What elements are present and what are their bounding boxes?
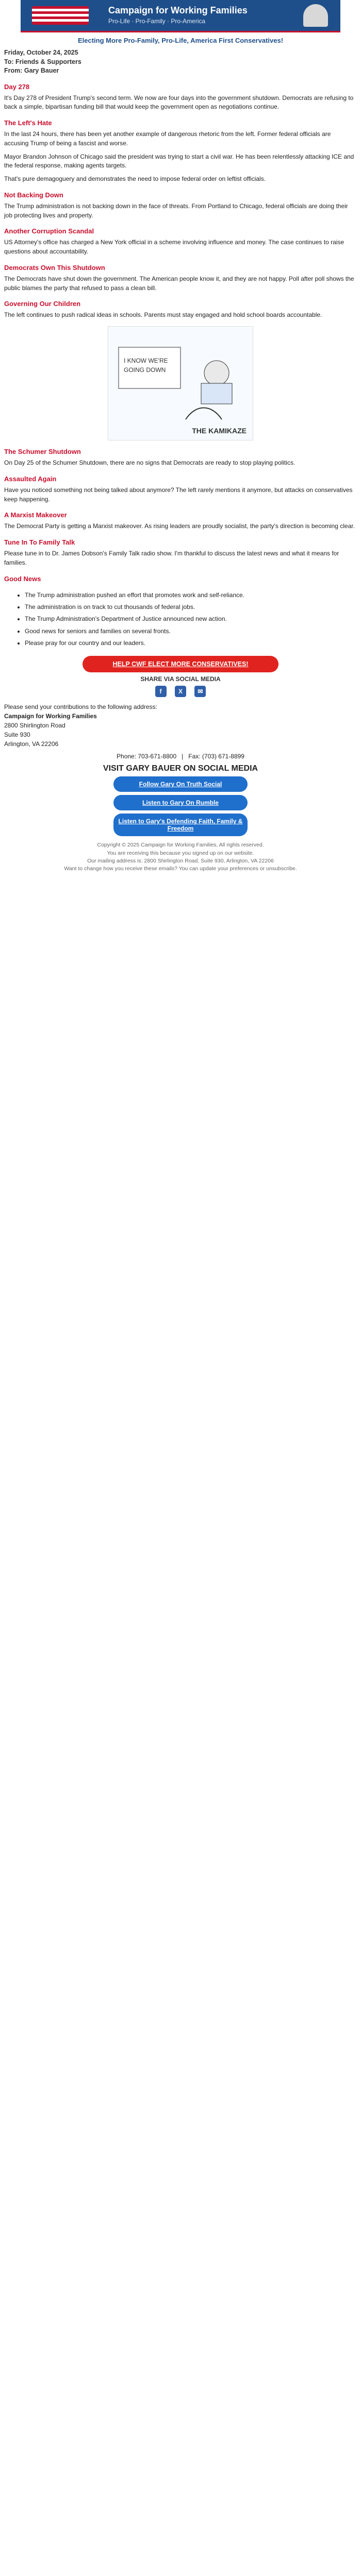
- section-title: The Schumer Shutdown: [4, 448, 81, 455]
- good-news-item: • The Trump administration pushed an effort that promotes work and self-reliance.: [25, 591, 357, 600]
- contact-addr2: Suite 930: [4, 731, 30, 739]
- section-para: Have you noticed something not being talked about anymore? The left rarely mentions it anymore, but attacks on conservatives keep happening.: [4, 486, 353, 503]
- visit-title: VISIT GARY BAUER ON SOCIAL MEDIA: [103, 764, 258, 773]
- section-para: In the last 24 hours, there has been yet another example of dangerous rhetoric from the left. Former federal officials are accusing Trump of being a fascist and worse.: [4, 130, 331, 147]
- contact-block: [4, 702, 357, 749]
- good-news-item: • The Trump Administration's Department of Justice announced new action.: [25, 615, 357, 623]
- section-corruption: [4, 227, 357, 257]
- tagline: Electing More Pro-Family, Pro-Life, America First Conservatives!: [77, 37, 284, 44]
- flag-graphic: [32, 6, 89, 25]
- section-good-news: [4, 575, 357, 648]
- to-line: To: Friends & Supporters: [4, 58, 81, 65]
- contact-org: Campaign for Working Families: [4, 713, 97, 720]
- facebook-icon[interactable]: f: [155, 686, 167, 697]
- x-icon[interactable]: X: [175, 686, 186, 697]
- section-para: The Democrat Party is getting a Marxist makeover. As rising leaders are proudly socialist, the party's direction is becoming clear.: [4, 522, 355, 530]
- footer-line: You are receiving this because you signed up on our website.: [107, 850, 254, 856]
- footer-line: Copyright © 2025 Campaign for Working Families, All rights reserved.: [97, 842, 264, 849]
- meta-block: [4, 48, 357, 76]
- section-title: Good News: [4, 574, 41, 583]
- section-children: [4, 300, 357, 320]
- section-title: Assaulted Again: [4, 474, 57, 483]
- from-line: From: Gary Bauer: [4, 67, 59, 74]
- section-para: On Day 25 of the Schumer Shutdown, there are no signs that Democrats are ready to stop playing politics.: [4, 459, 296, 466]
- section-not-backing: [4, 191, 357, 221]
- fax: Fax: (703) 671-8899: [188, 753, 244, 760]
- logo-title: Campaign for Working Families: [108, 5, 248, 15]
- section-day: [4, 83, 357, 112]
- capitol-icon: [303, 4, 328, 27]
- good-news-item: • Please pray for our country and our leaders.: [25, 639, 357, 648]
- cartoon-illustration: [108, 327, 253, 440]
- logo-subtitle: Pro-Life · Pro-Family · Pro-America: [108, 18, 206, 25]
- section-schumer: [4, 448, 357, 468]
- good-news-list: [4, 591, 357, 648]
- section-para: It's Day 278 of President Trump's second term. We now are four days into the government shutdown. Democrats are refusing to back a simple, bipartisan funding bill that would keep the government open as negotiations continue.: [4, 94, 354, 111]
- phone: Phone: 703-671-8800: [117, 753, 177, 760]
- section-title: Another Corruption Scandal: [4, 227, 94, 235]
- section-title: Democrats Own This Shutdown: [4, 263, 105, 272]
- section-title: The Left's Hate: [4, 119, 52, 127]
- section-para: The Trump administration is not backing down in the face of threats. From Portland to Chicago, federal officials are doing their job protecting lives and property.: [4, 202, 348, 219]
- phone-row: Phone: 703-671-8800 | Fax: (703) 671-8899: [117, 753, 244, 760]
- social-icons: [4, 686, 357, 697]
- section-assaulted: [4, 475, 357, 504]
- rumble-button[interactable]: Listen to Gary On Rumble: [113, 795, 248, 810]
- svg-text:I KNOW WE'RE: I KNOW WE'RE: [124, 357, 168, 364]
- section-tune-in: [4, 538, 357, 568]
- section-title: Day 278: [4, 82, 30, 91]
- editorial-cartoon: [108, 326, 253, 440]
- good-news-item: • Good news for seniors and families on several fronts.: [25, 627, 357, 636]
- email-icon[interactable]: ✉: [194, 686, 206, 697]
- contact-addr3: Arlington, VA 22206: [4, 740, 59, 748]
- footer-line: Our mailing address is: 2800 Shirlington Road, Suite 930, Arlington, VA 22206: [87, 857, 274, 864]
- contact-addr1: 2800 Shirlington Road: [4, 722, 65, 730]
- footer-line: Want to change how you receive these emails? You can update your preferences or unsubscribe.: [64, 866, 297, 872]
- section-title: Tune In To Family Talk: [4, 538, 75, 546]
- section-para: Please tune in to Dr. James Dobson's Family Talk radio show. I'm thankful to discuss the latest news and what it means for families.: [4, 550, 339, 566]
- good-news-item: • The administration is on track to cut thousands of federal jobs.: [25, 603, 357, 612]
- section-para: That's pure demagoguery and demonstrates the need to impose federal order on leftist officials.: [4, 175, 266, 182]
- podcast-button[interactable]: Listen to Gary's Defending Faith, Family & Freedom: [113, 814, 248, 836]
- section-marxist: [4, 511, 357, 531]
- cartoon-caption: THE KAMIKAZE: [192, 427, 247, 435]
- section-para: US Attorney's office has charged a New York official in a scheme involving influence and money. The case continues to raise questions about accountability.: [4, 239, 344, 255]
- elect-conservatives-button[interactable]: HELP CWF ELECT MORE CONSERVATIVES!: [83, 656, 278, 672]
- section-title: A Marxist Makeover: [4, 511, 67, 519]
- section-para: The Democrats have shut down the government. The American people know it, and they are not happy. Poll after poll shows the public blames the party that refused to pass a clean bill.: [4, 275, 354, 292]
- section-left-hate: [4, 119, 357, 184]
- section-para: Mayor Brandon Johnson of Chicago said the president was trying to start a civil war. He has been relentlessly attacking ICE and the federal response, making agents targets.: [4, 152, 354, 170]
- contact-intro: Please send your contributions to the following address:: [4, 703, 157, 711]
- social-title: SHARE VIA SOCIAL MEDIA: [140, 675, 221, 683]
- email-body: [0, 0, 361, 873]
- section-para: The left continues to push radical ideas in schools. Parents must stay engaged and hold school boards accountable.: [4, 311, 322, 319]
- section-shutdown: [4, 264, 357, 293]
- truth-social-button[interactable]: Follow Gary On Truth Social: [113, 776, 248, 792]
- section-title: Governing Our Children: [4, 300, 81, 308]
- section-title: Not Backing Down: [4, 191, 63, 199]
- header-banner: [21, 0, 340, 32]
- svg-text:GOING DOWN: GOING DOWN: [124, 366, 166, 374]
- footer: [4, 841, 357, 873]
- date: Friday, October 24, 2025: [4, 49, 78, 56]
